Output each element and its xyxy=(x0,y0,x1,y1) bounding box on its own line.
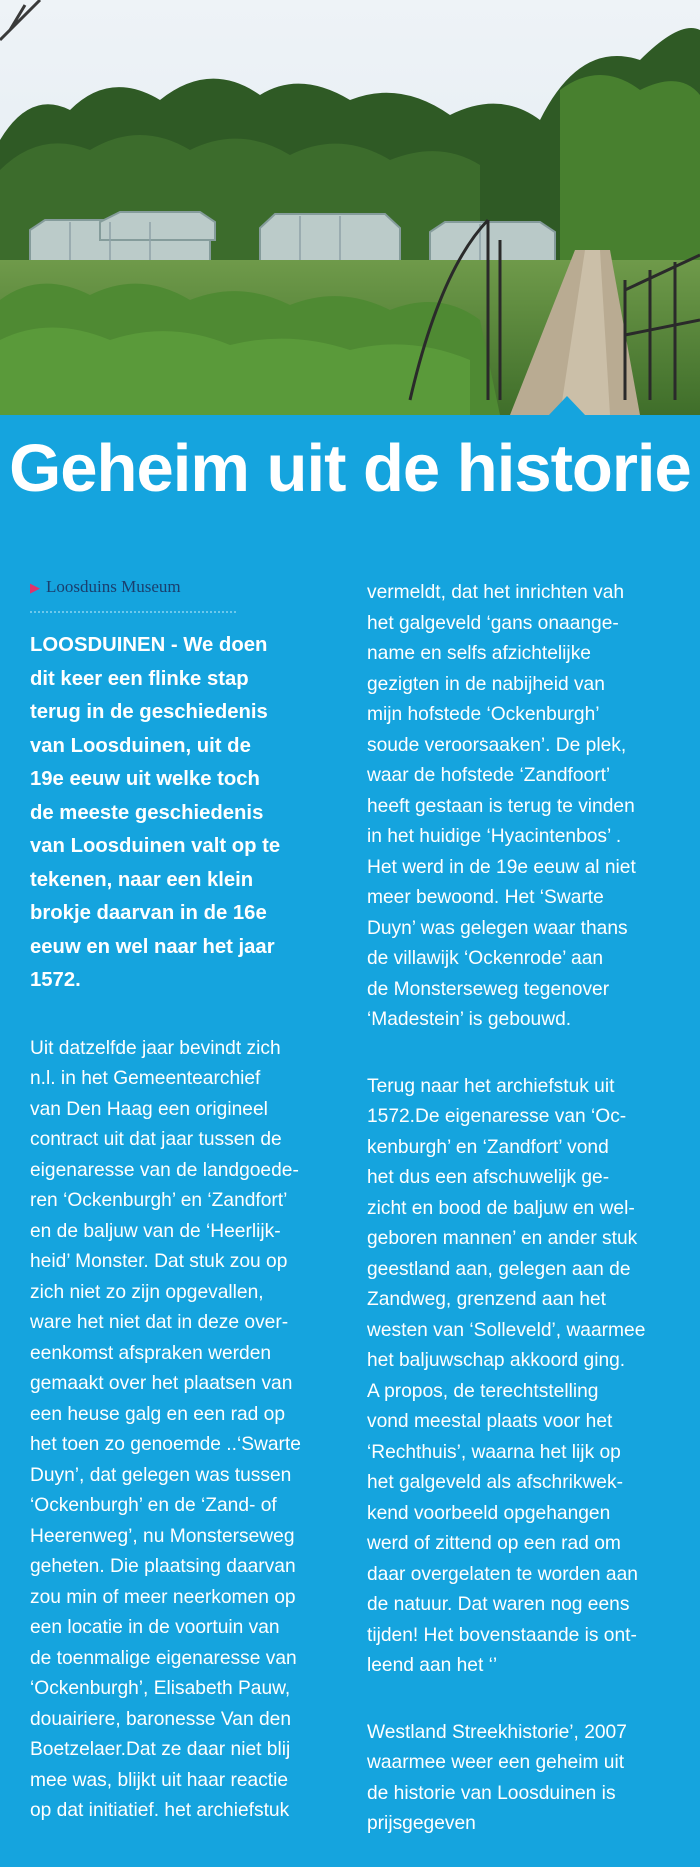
text-line: ware het niet dat in deze over- xyxy=(30,1312,289,1333)
text-line: de Monsterseweg tegenover xyxy=(367,978,610,1000)
text-line: prijsgegeven xyxy=(367,1813,476,1834)
text-line: zich niet zo zijn opgevallen, xyxy=(30,1281,264,1303)
text-line: kenburgh’ en ‘Zandfort’ vond xyxy=(367,1136,609,1158)
text-line: het dus een afschuwelijk ge- xyxy=(367,1167,610,1188)
text-line: heid’ Monster. Dat stuk zou op xyxy=(30,1251,288,1272)
section-tag xyxy=(30,575,236,613)
text-line: de villawijk ‘Ockenrode’ aan xyxy=(367,948,604,969)
text-line: geestland aan, gelegen aan de xyxy=(367,1258,631,1280)
text-line: name en selfs afzichtelijke xyxy=(367,643,591,664)
text-line: Westland Streekhistorie’, 2007 xyxy=(367,1721,627,1743)
text-line: Het werd in de 19e eeuw al niet xyxy=(367,856,636,878)
text-line: gemaakt over het plaatsen van xyxy=(30,1373,293,1394)
body-paragraph xyxy=(367,1072,685,1682)
text-line: het baljuwschap akkoord ging. xyxy=(367,1350,626,1371)
text-line: geboren mannen’ en ander stuk xyxy=(367,1228,638,1249)
text-line: en de baljuw van de ‘Heerlijk- xyxy=(30,1220,281,1242)
text-line: Duyn’ was gelegen waar thans xyxy=(367,917,628,939)
text-line: brokje daarvan in de 16e xyxy=(30,902,267,924)
text-line: Zandweg, grenzend aan het xyxy=(367,1289,606,1310)
text-line: gezigten in de nabijheid van xyxy=(367,673,605,695)
text-line: de historie van Loosduinen is xyxy=(367,1782,616,1804)
text-line: eenkomst afspraken werden xyxy=(30,1342,272,1364)
text-line: geheten. Die plaatsing daarvan xyxy=(30,1556,296,1577)
text-line: terug in de geschiedenis xyxy=(30,701,268,723)
allotment-garden-photo xyxy=(0,0,700,415)
text-line: een locatie in de voortuin van xyxy=(30,1617,280,1638)
text-line: zou min of meer neerkomen op xyxy=(30,1586,296,1608)
text-line: waar de hofstede ‘Zandfoort’ xyxy=(367,765,611,786)
text-line: soude veroorsaaken’. De plek, xyxy=(367,734,627,756)
text-line: ‘Ockenburgh’ en de ‘Zand- of xyxy=(30,1495,277,1516)
text-line: 1572.De eigenaresse van ‘Oc- xyxy=(367,1106,627,1127)
text-line: de meeste geschiedenis xyxy=(30,801,264,824)
right-column xyxy=(367,578,685,1840)
text-line: het toen zo genoemde ..‘Swarte xyxy=(30,1434,301,1455)
text-line: leend aan het ‘’ xyxy=(367,1655,498,1676)
text-line: n.l. in het Gemeentearchief xyxy=(30,1068,261,1089)
body-paragraph xyxy=(367,578,685,1036)
text-line: van Loosduinen valt op te xyxy=(30,835,281,857)
text-line: LOOSDUINEN - We doen xyxy=(30,634,268,656)
text-line: waarmee weer een geheim uit xyxy=(367,1752,625,1773)
text-line: Boetzelaer.Dat ze daar niet blij xyxy=(30,1739,291,1760)
left-column xyxy=(30,575,348,1827)
text-line: ‘Rechthuis’, waarna het lijk op xyxy=(367,1441,621,1463)
text-line: A propos, de terechtstelling xyxy=(367,1380,599,1402)
text-line: mee was, blijkt uit haar reactie xyxy=(30,1769,289,1791)
text-line: tekenen, naar een klein xyxy=(30,868,254,891)
text-line: Uit datzelfde jaar bevindt zich xyxy=(30,1037,281,1059)
photo-notch xyxy=(548,396,586,416)
text-line: Terug naar het archiefstuk uit xyxy=(367,1075,615,1097)
text-line: meer bewoond. Het ‘Swarte xyxy=(367,887,604,908)
text-line: contract uit dat jaar tussen de xyxy=(30,1129,282,1150)
text-line: van Loosduinen, uit de xyxy=(30,734,251,757)
text-line: eigenaresse van de landgoede- xyxy=(30,1159,299,1181)
section-tag-label: Loosduins Museum xyxy=(46,577,181,596)
text-line: Duyn’, dat gelegen was tussen xyxy=(30,1464,292,1486)
text-line: westen van ‘Solleveld’, waarmee xyxy=(367,1319,646,1341)
text-line: daar overgelaten te worden aan xyxy=(367,1563,638,1585)
text-line: 19e eeuw uit welke toch xyxy=(30,768,260,790)
text-line: werd of zittend op een rad om xyxy=(367,1533,621,1554)
text-line: ‘Ockenburgh’, Elisabeth Pauw, xyxy=(30,1678,291,1699)
text-line: mijn hofstede ‘Ockenburgh’ xyxy=(367,704,600,725)
text-line: ren ‘Ockenburgh’ en ‘Zandfort’ xyxy=(30,1190,288,1211)
text-line: eeuw en wel naar het jaar xyxy=(30,935,275,958)
text-line: de natuur. Dat waren nog eens xyxy=(367,1594,630,1615)
lead-paragraph xyxy=(30,629,348,998)
text-line: douairiere, baronesse Van den xyxy=(30,1708,291,1730)
text-line: kend voorbeeld opgehangen xyxy=(367,1502,611,1524)
body-paragraph xyxy=(30,1034,348,1827)
text-line: op dat initiatief. het archiefstuk xyxy=(30,1800,290,1821)
text-line: het galgeveld als afschrikwek- xyxy=(367,1472,623,1493)
text-line: tijden! Het bovenstaande is ont- xyxy=(367,1624,637,1646)
page-title: Geheim uit de historie xyxy=(9,431,691,506)
text-line: zicht en bood de baljuw en wel- xyxy=(367,1197,635,1219)
text-line: de toenmalige eigenaresse van xyxy=(30,1647,297,1669)
text-line: in het huidige ‘Hyacintenbos’ . xyxy=(367,826,622,847)
triangle-right-icon: ▶ xyxy=(30,580,40,595)
text-line: van Den Haag een origineel xyxy=(30,1098,268,1120)
text-line: ‘Madestein’ is gebouwd. xyxy=(367,1009,572,1030)
text-line: het galgeveld ‘gans onaange- xyxy=(367,612,619,634)
text-line: Heerenweg’, nu Monsterseweg xyxy=(30,1525,295,1547)
text-line: vermeldt, dat het inrichten vah xyxy=(367,582,625,603)
text-line: dit keer een flinke stap xyxy=(30,667,249,690)
text-line: vond meestal plaats voor het xyxy=(367,1411,613,1432)
body-paragraph xyxy=(367,1718,685,1840)
header-photo xyxy=(0,0,700,415)
text-line: heeft gestaan is terug te vinden xyxy=(367,795,635,817)
text-line: 1572. xyxy=(30,969,81,991)
text-line: een heuse galg en een rad op xyxy=(30,1403,285,1425)
